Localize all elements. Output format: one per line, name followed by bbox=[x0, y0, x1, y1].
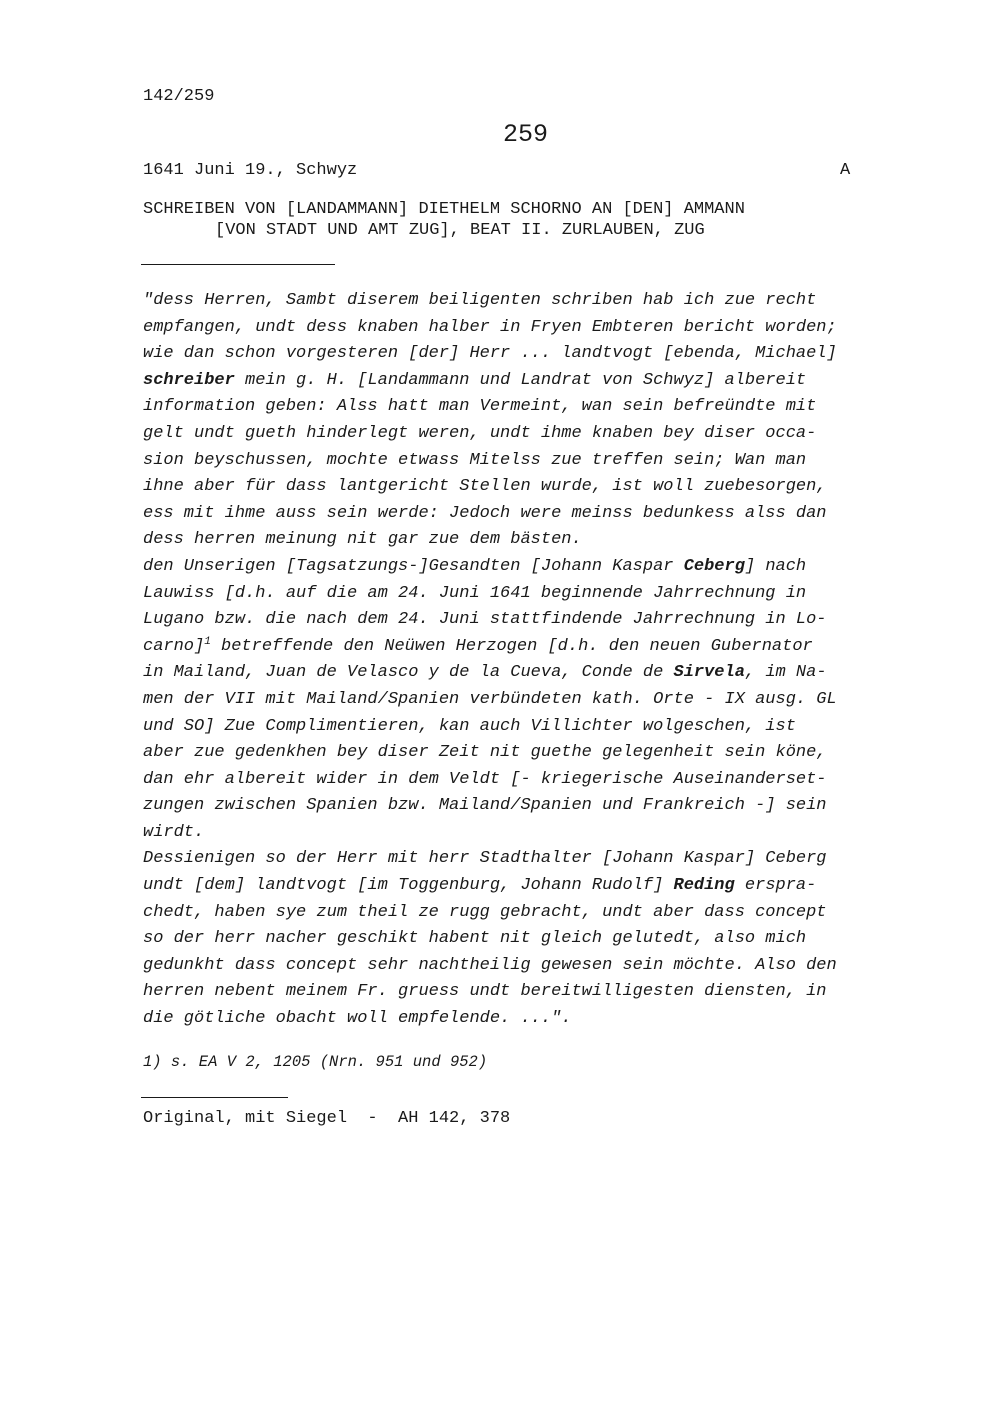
text-line: dan ehr albereit wider in dem Veldt [- kriegerische Auseinanderset- bbox=[143, 769, 827, 789]
text-line: Dessienigen so der Herr mit herr Stadthalter [Johann Kaspar] Ceberg bbox=[143, 849, 827, 869]
text-line bbox=[143, 634, 923, 661]
text-segment: undt [dem] landtvogt [im Toggenburg, Johann Rudolf] bbox=[143, 876, 674, 896]
date-place: 1641 Juni 19., Schwyz bbox=[143, 161, 358, 180]
emphasis-name: Reding bbox=[673, 876, 735, 896]
emphasis-name: schreiber bbox=[143, 370, 235, 390]
source-divider bbox=[141, 1097, 288, 1098]
text-segment: , im Na- bbox=[744, 663, 827, 683]
footnote-marker: 1 bbox=[204, 635, 211, 648]
text-line bbox=[143, 554, 923, 581]
text-line: ess mit ihme auss sein werde: Jedoch were meinss bedunkess alss dan bbox=[143, 503, 827, 523]
text-line: Lauwiss [d.h. auf die am 24. Juni 1641 beginnende Jahrrechnung in bbox=[143, 583, 807, 603]
text-line: so der herr nacher geschikt habent nit gleich gelutedt, also mich bbox=[143, 929, 807, 949]
text-segment: in Mailand, Juan de Velasco y de la Cueva, Conde de bbox=[143, 663, 674, 683]
text-line: gedunkht dass concept sehr nachtheilig gewesen sein möchte. Also den bbox=[143, 955, 837, 975]
source-note: Original, mit Siegel - AH 142, 378 bbox=[143, 1109, 511, 1128]
text-line: die götliche obacht woll empfelende. ...". bbox=[143, 1009, 572, 1029]
text-line bbox=[143, 873, 923, 900]
text-line bbox=[143, 368, 923, 395]
text-line: gelt undt gueth hinderlegt weren, undt ihme knaben bey diser occa- bbox=[143, 423, 817, 443]
text-line: dess herren meinung nit gar zue dem bästen. bbox=[143, 530, 582, 550]
text-segment: carno] bbox=[143, 636, 205, 656]
text-line: chedt, haben sye zum theil ze rugg gebracht, undt aber dass concept bbox=[143, 902, 827, 922]
emphasis-name: Ceberg bbox=[683, 556, 745, 576]
text-line: sion beyschussen, mochte etwass Mitelss zue treffen sein; Wan man bbox=[143, 450, 807, 470]
letter-transcription bbox=[143, 288, 923, 1033]
text-segment: ] nach bbox=[744, 556, 807, 576]
document-title-line-2: [VON STADT UND AMT ZUG], BEAT II. ZURLAUBEN, ZUG bbox=[215, 221, 705, 240]
text-segment: mein g. H. [Landammann und Landrat von Schwyz] albereit bbox=[234, 370, 807, 390]
text-line: empfangen, undt dess knaben halber in Fryen Embteren bericht worden; bbox=[143, 317, 837, 337]
title-divider bbox=[141, 264, 335, 265]
text-line: zungen zwischen Spanien bzw. Mailand/Spanien und Frankreich -] sein bbox=[143, 796, 827, 816]
document-number: 259 bbox=[503, 120, 549, 149]
classification-letter: A bbox=[840, 161, 851, 180]
text-segment: betreffende den Neüwen Herzogen [d.h. den neuen Gubernator bbox=[210, 636, 813, 656]
document-title-line-1: SCHREIBEN VON [LANDAMMANN] DIETHELM SCHORNO AN [DEN] AMMANN bbox=[143, 200, 745, 219]
text-line: Lugano bzw. die nach dem 24. Juni stattfindende Jahrrechnung in Lo- bbox=[143, 610, 827, 630]
text-line: information geben: Alss hatt man Vermeint, wan sein befreündte mit bbox=[143, 397, 817, 417]
text-line: herren nebent meinem Fr. gruess undt bereitwilligesten diensten, in bbox=[143, 982, 827, 1002]
text-segment: den Unserigen [Tagsatzungs-]Gesandten [Johann Kaspar bbox=[143, 556, 684, 576]
emphasis-name: Sirvela bbox=[673, 663, 745, 683]
text-line: und SO] Zue Complimentieren, kan auch Villichter wolgeschen, ist bbox=[143, 716, 796, 736]
text-segment: erspra- bbox=[734, 876, 817, 896]
text-line bbox=[143, 660, 923, 687]
text-line: men der VII mit Mailand/Spanien verbündeten kath. Orte - IX ausg. GL bbox=[143, 689, 837, 709]
footnote: 1) s. EA V 2, 1205 (Nrn. 951 und 952) bbox=[143, 1053, 488, 1071]
archive-reference: 142/259 bbox=[143, 87, 215, 106]
text-line: "dess Herren, Sambt diserem beiligenten schriben hab ich zue recht bbox=[143, 291, 817, 310]
text-line: aber zue gedenkhen bey diser Zeit nit guethe gelegenheit sein köne, bbox=[143, 743, 827, 763]
text-line: ihne aber für dass lantgericht Stellen wurde, ist woll zuebesorgen, bbox=[143, 477, 827, 497]
text-line: wirdt. bbox=[143, 822, 205, 842]
text-line: wie dan schon vorgesteren [der] Herr ... landtvogt [ebenda, Michael] bbox=[143, 344, 837, 364]
